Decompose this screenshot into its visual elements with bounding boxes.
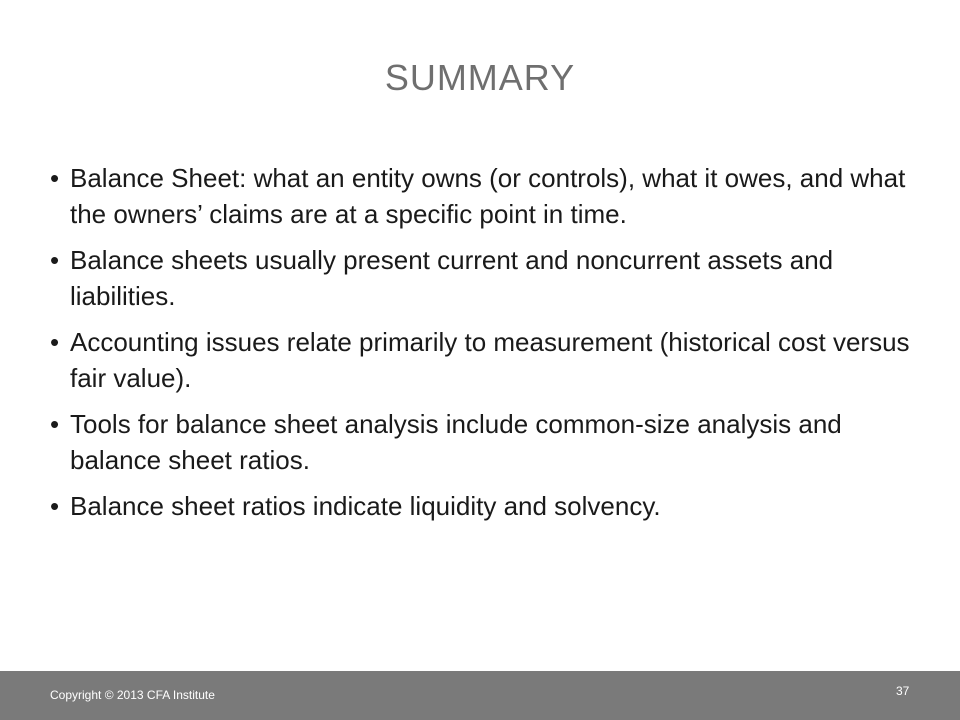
bullet-item: [50, 324, 920, 396]
bullet-text: Accounting issues relate primarily to measurement (historical cost versus fair value).: [70, 327, 910, 393]
copyright-notice: Copyright © 2013 CFA Institute: [50, 688, 215, 702]
bullet-item: [50, 242, 920, 314]
bullet-text: Balance sheets usually present current and noncurrent assets and liabilities.: [70, 245, 834, 311]
slide-title: SUMMARY: [384, 57, 576, 98]
footer-bar: [0, 671, 960, 720]
bullet-text: Tools for balance sheet analysis include common-size analysis and balance sheet ratios.: [70, 409, 842, 475]
bullet-icon: •: [50, 163, 60, 193]
bullet-item: [50, 406, 920, 478]
bullet-text: Balance Sheet: what an entity owns (or controls), what it owes, and what the owners’ claims are at a specific point in time.: [70, 163, 906, 229]
bullet-list: [50, 160, 920, 534]
bullet-item: [50, 488, 920, 524]
bullet-icon: •: [50, 491, 60, 521]
bullet-text: Balance sheet ratios indicate liquidity and solvency.: [70, 491, 661, 521]
bullet-item: [50, 160, 920, 232]
bullet-icon: •: [50, 245, 60, 275]
bullet-icon: •: [50, 409, 60, 439]
bullet-icon: •: [50, 327, 60, 357]
page-number: 37: [896, 684, 910, 698]
